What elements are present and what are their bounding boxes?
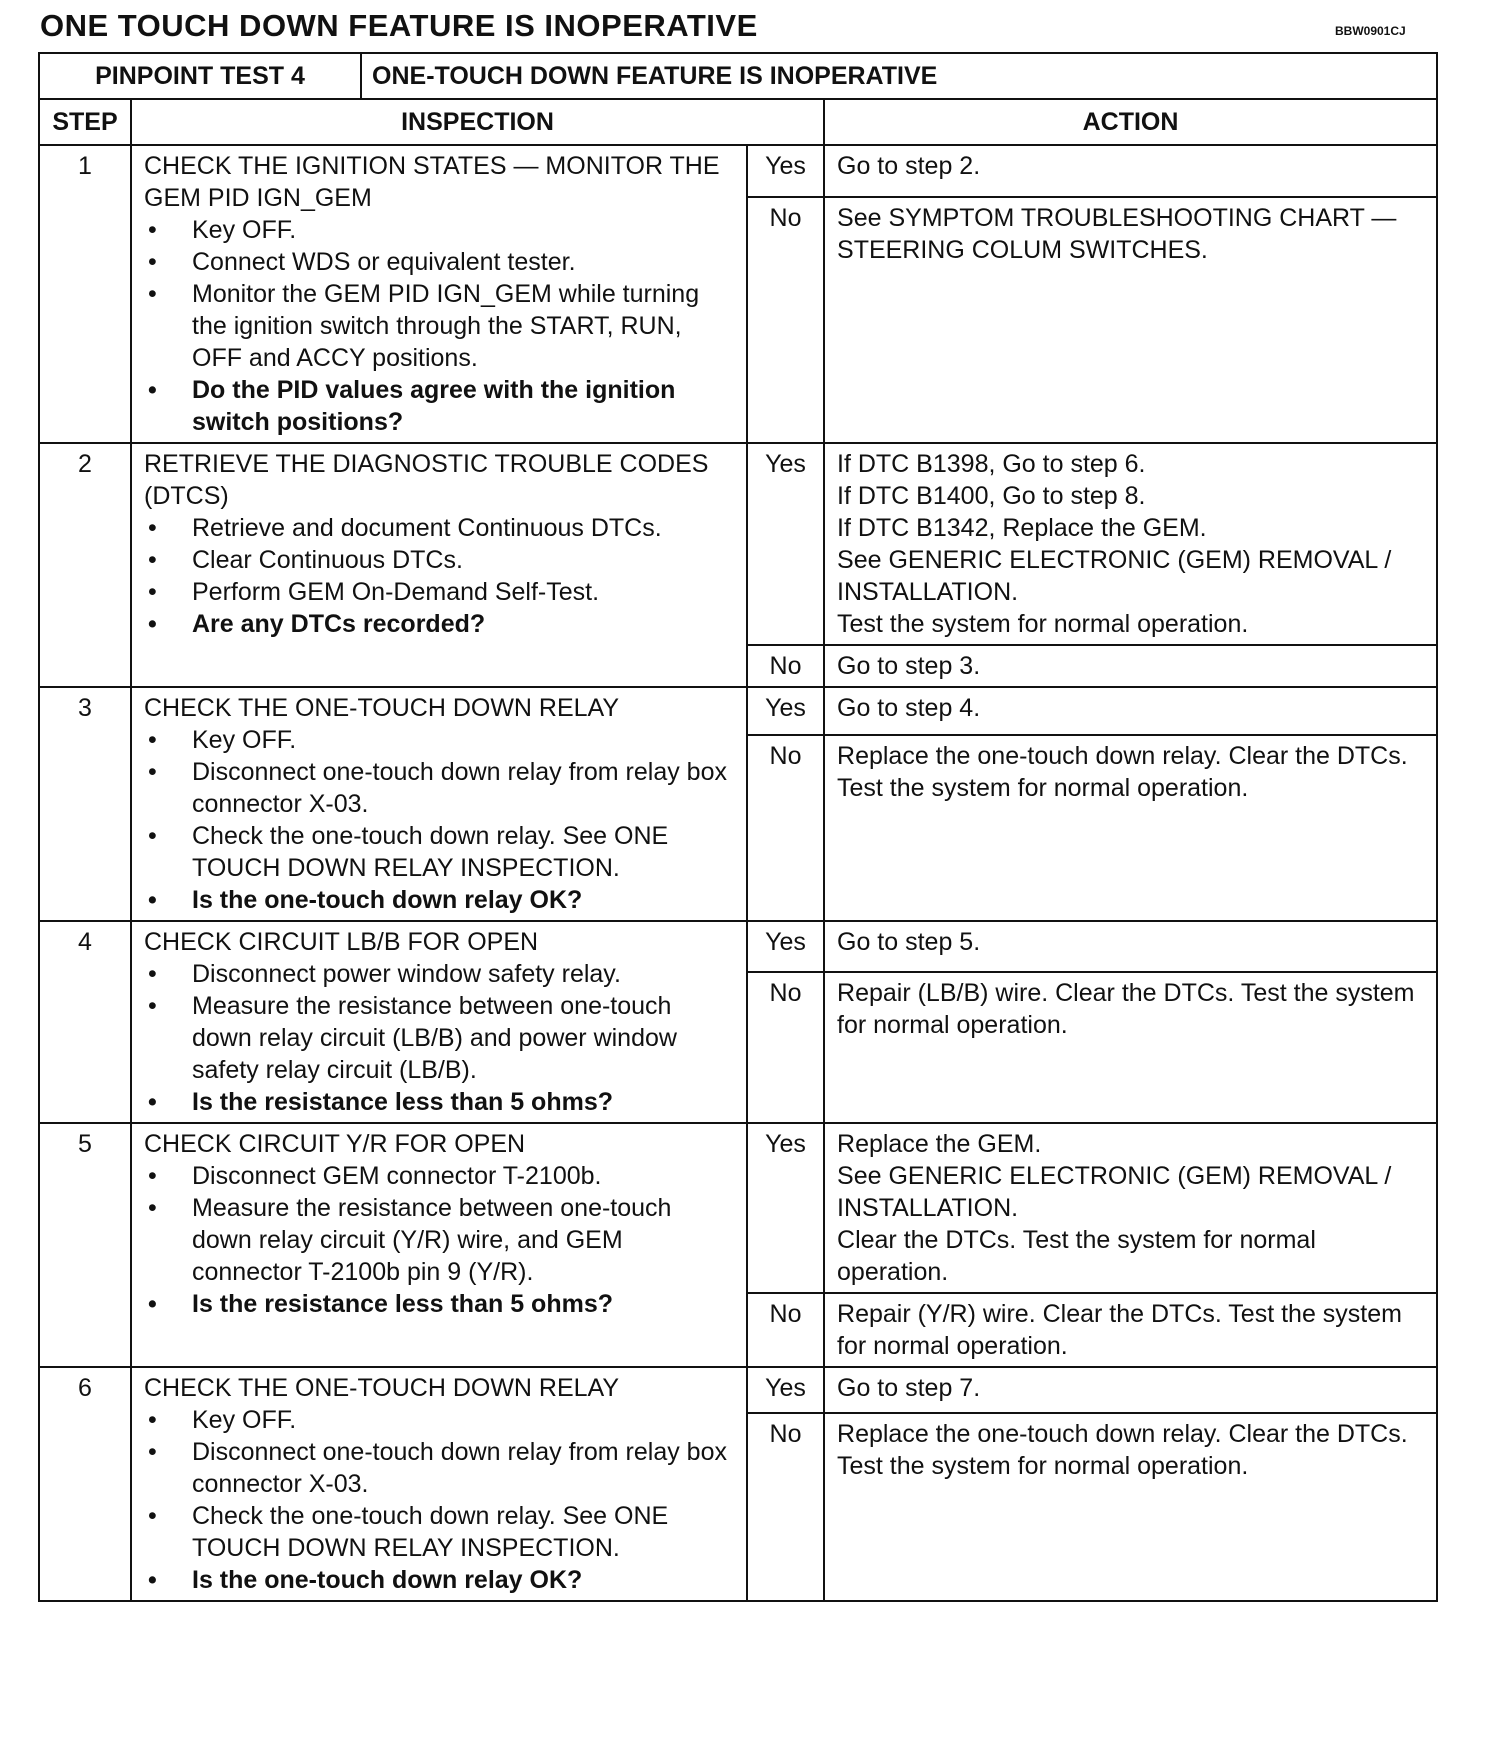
action-line: Repair (Y/R) wire. Clear the DTCs. Test the system for normal operation.: [837, 1300, 1402, 1360]
inspection-cell: [131, 443, 747, 687]
step-number: 4: [39, 921, 131, 1123]
inspection-title: CHECK THE IGNITION STATES — MONITOR THE GEM PID IGN_GEM: [144, 152, 720, 212]
inspection-bullets: [144, 214, 734, 438]
inspection-title: RETRIEVE THE DIAGNOSTIC TROUBLE CODES (DTCS): [144, 450, 709, 510]
no-action: [824, 645, 1437, 687]
inspection-bullet: • Disconnect power window safety relay.: [192, 958, 734, 990]
inspection-question: • Do the PID values agree with the ignition switch positions?: [192, 374, 734, 438]
inspection-question: • Is the resistance less than 5 ohms?: [192, 1288, 734, 1320]
action-line: See GENERIC ELECTRONIC (GEM) REMOVAL / INSTALLATION.: [837, 546, 1392, 606]
yes-label: Yes: [747, 1367, 824, 1413]
inspection-question: • Are any DTCs recorded?: [192, 608, 734, 640]
step-row: [39, 145, 1437, 197]
no-action: [824, 1413, 1437, 1601]
action-line: Go to step 5.: [837, 928, 981, 956]
yes-action: [824, 921, 1437, 972]
yes-action: [824, 145, 1437, 197]
inspection-question: • Is the one-touch down relay OK?: [192, 884, 734, 916]
inspection-bullet: • Perform GEM On-Demand Self-Test.: [192, 576, 734, 608]
pinpoint-test-label: PINPOINT TEST 4: [39, 53, 361, 99]
yes-action: [824, 443, 1437, 645]
inspection-bullet: • Check the one-touch down relay. See ONE TOUCH DOWN RELAY INSPECTION.: [192, 1500, 734, 1564]
inspection-question: • Is the one-touch down relay OK?: [192, 1564, 734, 1596]
yes-label: Yes: [747, 145, 824, 197]
inspection-cell: [131, 145, 747, 443]
step-number: 1: [39, 145, 131, 443]
inspection-bullet: • Disconnect one-touch down relay from relay box connector X-03.: [192, 756, 734, 820]
step-number: 5: [39, 1123, 131, 1367]
inspection-bullets: [144, 958, 734, 1118]
step-number: 6: [39, 1367, 131, 1601]
inspection-bullet: • Key OFF.: [192, 1404, 734, 1436]
inspection-bullet: • Measure the resistance between one-touch down relay circuit (Y/R) wire, and GEM connector T-2100b pin 9 (Y/R).: [192, 1192, 734, 1288]
test-title-row: [39, 53, 1437, 99]
action-line: See GENERIC ELECTRONIC (GEM) REMOVAL / INSTALLATION.: [837, 1162, 1392, 1222]
inspection-bullet: • Clear Continuous DTCs.: [192, 544, 734, 576]
action-line: If DTC B1342, Replace the GEM.: [837, 514, 1207, 542]
inspection-bullet: • Disconnect one-touch down relay from relay box connector X-03.: [192, 1436, 734, 1500]
inspection-title: CHECK THE ONE-TOUCH DOWN RELAY: [144, 694, 620, 722]
action-line: If DTC B1400, Go to step 8.: [837, 482, 1146, 510]
step-row: [39, 443, 1437, 645]
inspection-cell: [131, 1367, 747, 1601]
inspection-cell: [131, 921, 747, 1123]
inspection-title: CHECK THE ONE-TOUCH DOWN RELAY: [144, 1374, 620, 1402]
yes-action: [824, 687, 1437, 735]
action-line: Replace the one-touch down relay. Clear the DTCs. Test the system for normal operation.: [837, 742, 1408, 803]
action-line: Replace the GEM.: [837, 1130, 1042, 1158]
inspection-title: CHECK CIRCUIT LB/B FOR OPEN: [144, 928, 539, 956]
header-row: [39, 99, 1437, 145]
action-header: ACTION: [824, 99, 1437, 145]
step-row: [39, 1123, 1437, 1293]
inspection-bullet: • Connect WDS or equivalent tester.: [192, 246, 734, 278]
pinpoint-test-table: [38, 52, 1438, 1602]
inspection-bullet: • Monitor the GEM PID IGN_GEM while turning the ignition switch through the START, RUN, OFF and ACCY positions.: [192, 278, 734, 374]
step-row: [39, 921, 1437, 972]
action-line: If DTC B1398, Go to step 6.: [837, 450, 1146, 478]
inspection-bullet: • Key OFF.: [192, 724, 734, 756]
page-title: ONE TOUCH DOWN FEATURE IS INOPERATIVE: [40, 8, 758, 43]
step-number: 2: [39, 443, 131, 687]
inspection-cell: [131, 687, 747, 921]
no-label: No: [747, 735, 824, 921]
no-action: [824, 197, 1437, 443]
no-label: No: [747, 972, 824, 1124]
document-code: BBW0901CJ: [1335, 24, 1406, 38]
action-line: Test the system for normal operation.: [837, 610, 1249, 638]
yes-action: [824, 1367, 1437, 1413]
inspection-bullets: [144, 1404, 734, 1596]
no-action: [824, 735, 1437, 921]
inspection-cell: [131, 1123, 747, 1367]
no-action: [824, 972, 1437, 1124]
inspection-bullet: • Measure the resistance between one-touch down relay circuit (LB/B) and power window safety relay circuit (LB/B).: [192, 990, 734, 1086]
action-line: See SYMPTOM TROUBLESHOOTING CHART — STEERING COLUM SWITCHES.: [837, 203, 1397, 264]
action-line: Repair (LB/B) wire. Clear the DTCs. Test the system for normal operation.: [837, 978, 1415, 1039]
no-label: No: [747, 197, 824, 443]
step-row: [39, 1367, 1437, 1413]
yes-action: [824, 1123, 1437, 1293]
no-label: No: [747, 1413, 824, 1601]
inspection-bullet: • Retrieve and document Continuous DTCs.: [192, 512, 734, 544]
step-number: 3: [39, 687, 131, 921]
action-line: Go to step 2.: [837, 152, 981, 180]
inspection-bullet: • Key OFF.: [192, 214, 734, 246]
inspection-bullet: • Disconnect GEM connector T-2100b.: [192, 1160, 734, 1192]
inspection-question: • Is the resistance less than 5 ohms?: [192, 1086, 734, 1118]
pinpoint-test-title: ONE-TOUCH DOWN FEATURE IS INOPERATIVE: [361, 53, 1437, 99]
inspection-bullets: [144, 724, 734, 916]
step-header: STEP: [39, 99, 131, 145]
inspection-bullet: • Check the one-touch down relay. See ONE TOUCH DOWN RELAY INSPECTION.: [192, 820, 734, 884]
no-action: [824, 1293, 1437, 1367]
action-line: Go to step 4.: [837, 694, 981, 722]
action-line: Replace the one-touch down relay. Clear the DTCs. Test the system for normal operation.: [837, 1419, 1408, 1480]
action-line: Go to step 3.: [837, 652, 981, 680]
inspection-bullets: [144, 1160, 734, 1320]
yes-label: Yes: [747, 443, 824, 645]
inspection-title: CHECK CIRCUIT Y/R FOR OPEN: [144, 1130, 526, 1158]
action-line: Go to step 7.: [837, 1374, 981, 1402]
no-label: No: [747, 645, 824, 687]
yes-label: Yes: [747, 921, 824, 972]
step-row: [39, 687, 1437, 735]
action-line: Clear the DTCs. Test the system for normal operation.: [837, 1226, 1316, 1286]
inspection-bullets: [144, 512, 734, 640]
inspection-header: INSPECTION: [131, 99, 824, 145]
yes-label: Yes: [747, 687, 824, 735]
no-label: No: [747, 1293, 824, 1367]
yes-label: Yes: [747, 1123, 824, 1293]
